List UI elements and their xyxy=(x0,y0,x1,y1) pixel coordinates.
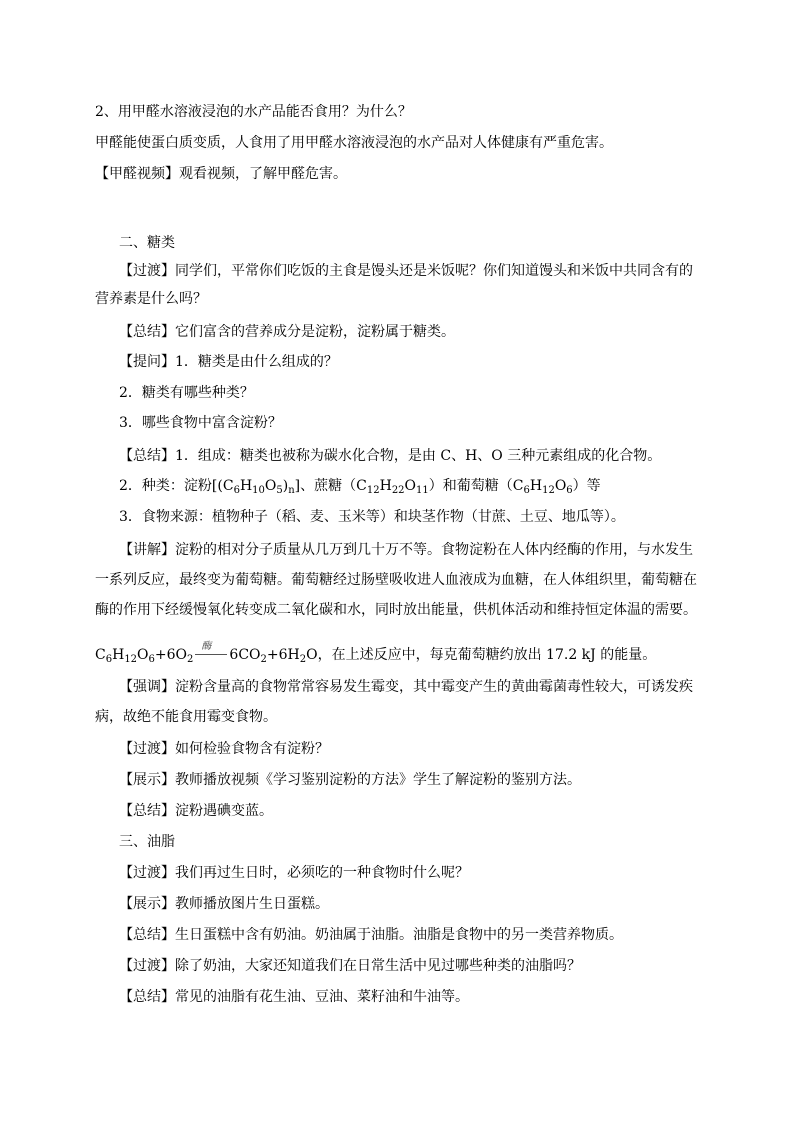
show-video: 【展示】教师播放视频《学习鉴别淀粉的方法》学生了解淀粉的鉴别方法。 xyxy=(119,772,581,788)
enzyme-arrow xyxy=(193,641,229,664)
summary-composition: 【总结】1．组成：糖类也被称为碳水化合物，是由 C、H、O 三种元素组成的化合物。 xyxy=(119,448,662,464)
lecture-line-3: 酶的作用下经缓慢氧化转变成二氧化碳和水，同时放出能量，供机体活动和维持恒定体温的需要。 xyxy=(95,602,697,618)
reaction-equation: $C_6H_{12}O_6+6O_2$ 酶 $6CO_2+6H_2O$，在上述反应中，每克葡萄糖约放出 17.2 kJ 的能量。 xyxy=(95,646,656,664)
kinds-glucose-label: ）和葡萄糖（ xyxy=(428,478,513,494)
enzyme-label: 酶 xyxy=(201,641,212,652)
transition-paragraph-line-1: 【过渡】同学们，平常你们吃饭的主食是馒头还是米饭呢？你们知道馒头和米饭中共同含有的 xyxy=(119,263,693,279)
kinds-sucrose-label: 、蔗糖（ xyxy=(300,478,357,494)
summary-cream: 【总结】生日蛋糕中含有奶油。奶油属于油脂。油脂是食物中的另一类营养物质。 xyxy=(119,927,623,943)
sucrose-formula: $C_{12}H_{22}O_{11}$ xyxy=(356,478,429,496)
lecture-line-2: 一系列反应，最终变为葡萄糖。葡萄糖经过肠壁吸收进人血液成为血糖，在人体组织里，葡萄糖在 xyxy=(95,572,697,588)
section-heading-sugar: 二、糖类 xyxy=(119,235,175,251)
reaction-bar xyxy=(195,654,227,655)
summary-oils: 【总结】常见的油脂有花生油、豆油、菜籽油和牛油等。 xyxy=(119,989,469,1005)
transition-birthday: 【过渡】我们再过生日时，必须吃的一种食物时什么呢？ xyxy=(119,865,469,881)
glucose-formula: $C_6H_{12}O_6$ xyxy=(512,478,573,496)
question-composition: 【提问】1．糖类是由什么组成的？ xyxy=(119,354,338,370)
video-note: 【甲醛视频】观看视频，了解甲醛危害。 xyxy=(95,166,347,182)
section-heading-fat: 三、油脂 xyxy=(119,834,175,850)
answer-text: 甲醛能使蛋白质变质，人食用了用甲醛水溶液浸泡的水产品对人体健康有严重危害。 xyxy=(95,135,613,151)
question-foods: 3．哪些食物中富含淀粉？ xyxy=(119,415,282,431)
kinds-line xyxy=(119,477,601,495)
transition-paragraph-line-2: 营养素是什么吗？ xyxy=(95,291,207,307)
summary-starch: 【总结】它们富含的营养成分是淀粉，淀粉属于糖类。 xyxy=(119,324,455,340)
food-source: 3．食物来源：植物种子（稻、麦、玉米等）和块茎作物（甘蔗、土豆、地瓜等）。 xyxy=(119,509,625,525)
equation-note: ，在上述反应中，每克葡萄糖约放出 17.2 kJ 的能量。 xyxy=(317,647,657,663)
kinds-prefix: 2．种类：淀粉[( xyxy=(119,478,223,494)
emphasis-line-2: 病，故绝不能食用霉变食物。 xyxy=(95,709,277,725)
starch-formula: $C_6H_{10}O_5)_n$] xyxy=(222,478,301,496)
question-text: 2、用甲醛水溶液浸泡的水产品能否食用？为什么？ xyxy=(95,104,412,120)
transition-oils: 【过渡】除了奶油，大家还知道我们在日常生活中见过哪些种类的油脂吗？ xyxy=(119,958,581,974)
show-cake: 【展示】教师播放图片生日蛋糕。 xyxy=(119,896,329,912)
summary-iodine: 【总结】淀粉遇碘变蓝。 xyxy=(119,803,273,819)
question-kinds: 2．糖类有哪些种类？ xyxy=(119,385,254,401)
emphasis-line-1: 【强调】淀粉含量高的食物常常容易发生霉变，其中霉变产生的黄曲霉菌毒性较大，可诱发疾 xyxy=(119,679,693,695)
transition-test: 【过渡】如何检验食物含有淀粉？ xyxy=(119,741,329,757)
kinds-suffix: ）等 xyxy=(572,478,601,494)
lecture-line-1: 【讲解】淀粉的相对分子质量从几万到几十万不等。食物淀粉在人体内经酶的作用，与水发生 xyxy=(119,542,693,558)
